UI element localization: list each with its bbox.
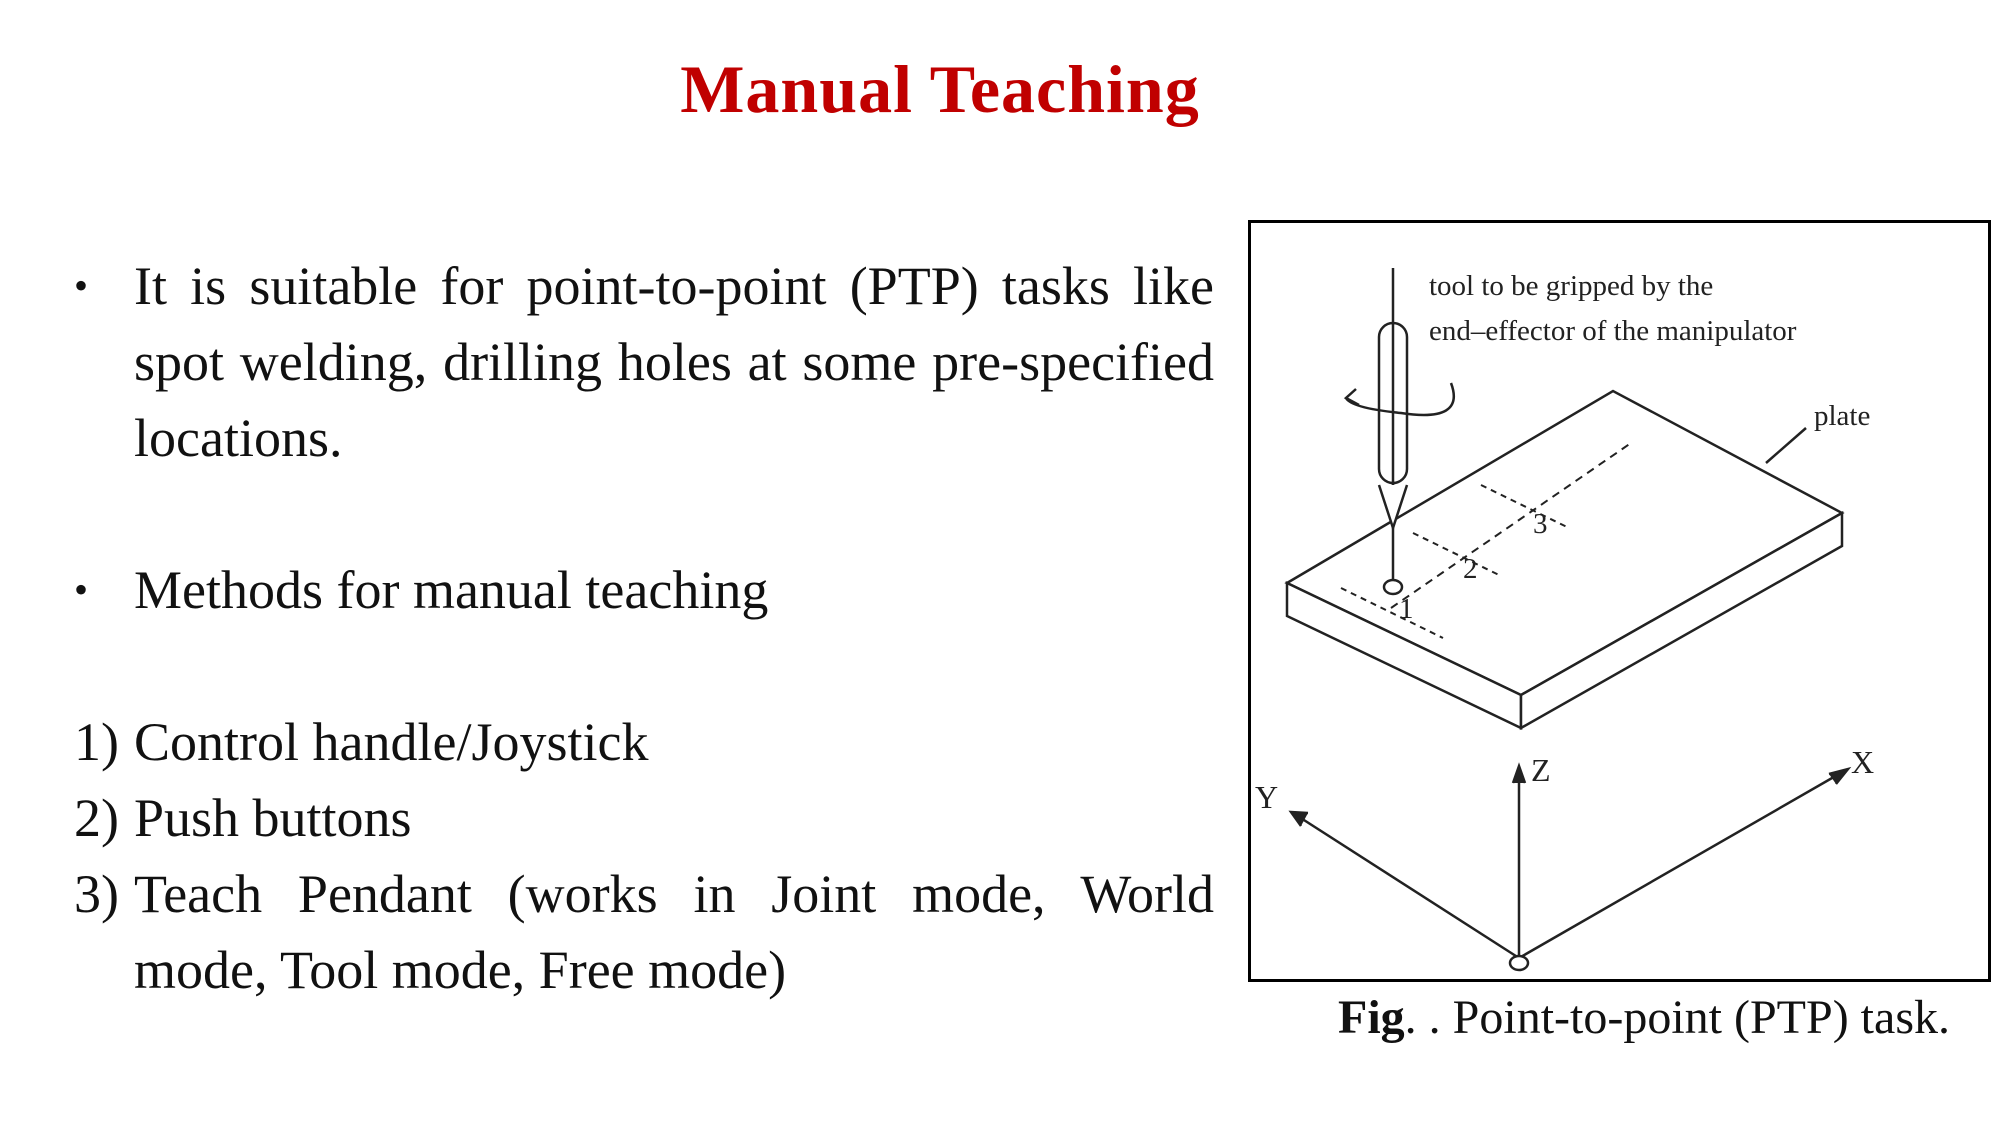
figure-caption-label: Fig	[1338, 991, 1405, 1044]
method-number: 2)	[74, 788, 119, 848]
axis-y-line	[1293, 813, 1519, 958]
origin-marker	[1510, 956, 1528, 970]
method-item	[74, 780, 1214, 856]
method-text: Push buttons	[134, 788, 412, 848]
point-3-label: 3	[1533, 508, 1548, 540]
method-item	[74, 856, 1214, 1008]
ptp-figure	[1248, 220, 1991, 982]
plate-leader-line	[1766, 428, 1806, 463]
point-2-label: 2	[1463, 553, 1478, 585]
method-item	[74, 704, 1214, 780]
ptp-diagram	[1251, 223, 1988, 979]
axis-z-arrowhead	[1513, 766, 1525, 783]
method-number: 1)	[74, 712, 119, 772]
axis-z-label: Z	[1531, 752, 1551, 788]
bullet-icon: •	[74, 263, 89, 308]
method-text: Teach Pendant (works in Joint mode, World mode, Tool mode, Free mode)	[134, 864, 1214, 1000]
rotation-arrowhead	[1346, 389, 1359, 405]
point-1-label: 1	[1399, 593, 1414, 625]
figure-caption-text: . . Point-to-point (PTP) task.	[1404, 991, 1950, 1044]
slide-body	[74, 248, 1214, 1008]
bullet-text: It is suitable for point-to-point (PTP) tasks like spot welding, drilling holes at some pre-specified locations.	[134, 256, 1214, 468]
tool-label-line2: end–effector of the manipulator	[1429, 315, 1797, 347]
bullet-text: Methods for manual teaching	[134, 560, 769, 620]
bullet-item	[74, 248, 1214, 476]
method-number: 3)	[74, 864, 119, 924]
axis-x-label: X	[1851, 744, 1875, 780]
bullet-icon: •	[74, 567, 89, 612]
figure-caption	[1338, 990, 1978, 1045]
bullet-item	[74, 552, 1214, 628]
slide-title: Manual Teaching	[680, 51, 1200, 127]
method-text: Control handle/Joystick	[134, 712, 649, 772]
plate-label: plate	[1814, 400, 1871, 432]
axis-y-arrowhead	[1291, 812, 1308, 826]
axis-x-arrowhead	[1829, 769, 1848, 784]
axis-x-line	[1519, 770, 1846, 958]
tool-label-line1: tool to be gripped by the	[1429, 270, 1714, 302]
axis-y-label: Y	[1255, 779, 1279, 815]
